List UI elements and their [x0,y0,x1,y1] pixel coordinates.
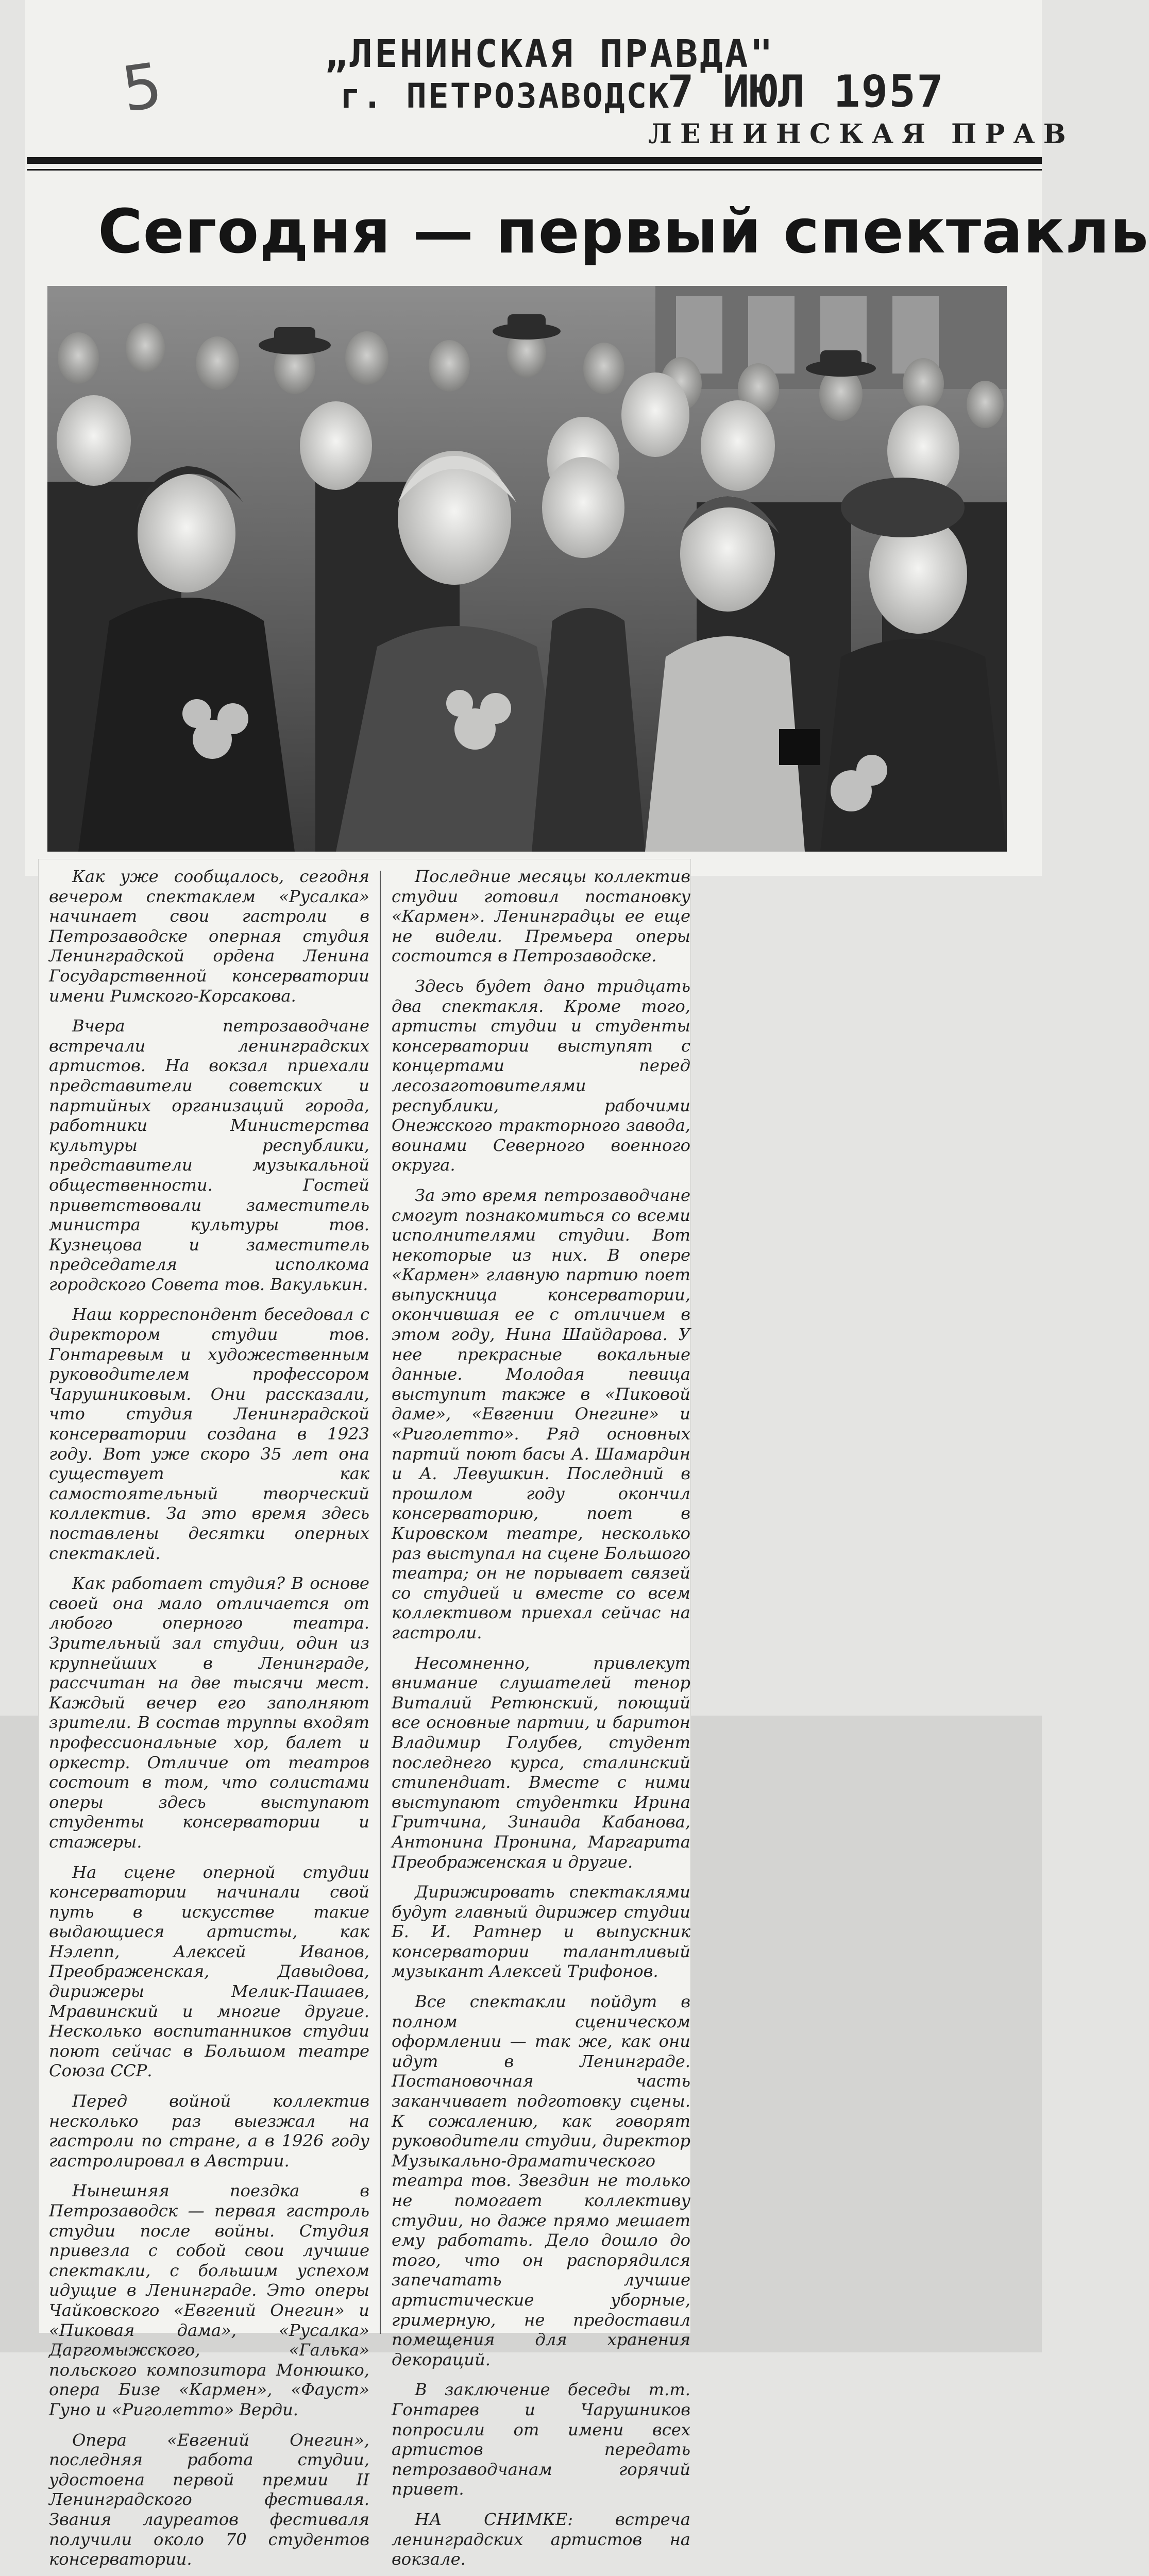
article-headline: Сегодня — первый спектакль [98,196,1149,267]
archive-stamp-newspaper: „ЛЕНИНСКАЯ ПРАВДА" [325,32,775,76]
article-paragraph: На сцене оперной студии консерватории начинали свой путь в искусстве такие выдающиеся артисты, как Нэлепп, Алексей Иванов, Преображенская, Давыдова, дирижеры Мелик-Пашаев, Мравинский и многие другие. Несколько воспитанников студии поют сейчас в Большом театре Союза ССР. [49,1862,369,2081]
article-column-right [392,867,690,2576]
article-paragraph: Все спектакли пойдут в полном сценическом оформлении — так же, как они идут в Ленинграде. Постановочная часть заканчивает подготовку сцены. К сожалению, как говорят руководители студии, директор Музыкально-драматического театра тов. Звездин не только не помогает коллективу студии, но даже прямо мешает ему работать. Дело дошло до того, что он распорядился запечатать лучшие артистические уборные, гримерную, не предоставил помещения для хранения декораций. [392,1992,690,2369]
article-paragraph: Дирижировать спектаклями будут главный дирижер студии Б. И. Ратнер и выпускник консерватории талантливый музыкант Алексей Трифонов. [392,1882,690,1981]
article-paragraph: Вчера петрозаводчане встречали ленинградских артистов. На вокзал приехали представители советских и партийных организаций города, работники Министерства культуры республики, представители музыкальной общественности. Гостей приветствовали заместитель министра культуры тов. Кузнецова и заместитель председателя исполкома городского Совета тов. Вакулькин. [49,1016,369,1294]
crowd-photo [47,286,1007,852]
article-paragraph: Здесь будет дано тридцать два спектакля. Кроме того, артисты студии и студенты консерватории выступят с концертами перед лесозаготовителями республики, рабочими Онежского тракторного завода, воинами Северного военного округа. [392,976,690,1175]
pencil-page-number: 5 [117,49,167,126]
article-paragraph: За это время петрозаводчане смогут познакомиться со всеми исполнителями студии. Вот некоторые из них. В опере «Кармен» главную партию поет выпускница консерватории, окончившая ее с отличием в этом году, Нина Шайдарова. У нее прекрасные вокальные данные. Молодая певица выступит также в «Пиковой даме», «Евгении Онегине» и «Риголетто». Ряд основных партий поют басы А. Шамардин и А. Левушкин. Последний в прошлом году окончил консерваторию, поет в Кировском театре, несколько раз выступал на сцене Большого театра; он не порывает связей со студией и вместе со всем коллективом приехал сейчас на гастроли. [392,1185,690,1642]
article-paragraph: Несомненно, привлекут внимание слушателей тенор Виталий Ретюнский, поющий все основные партии, и баритон Владимир Голубев, студент последнего курса, сталинский стипендиат. Вместе с ними выступают студентки Ирина Гритчина, Зинаида Кабанова, Антонина Пронина, Маргарита Преображенская и другие. [392,1653,690,1872]
article-paragraph: Последние месяцы коллектив студии готовил постановку «Кармен». Ленинградцы ее еще не видели. Премьера оперы состоится в Петрозаводске. [392,867,690,966]
article-paragraph: Как уже сообщалось, сегодня вечером спектаклем «Русалка» начинает свои гастроли в Петрозаводске оперная студия Ленинградской ордена Ленина Государственной консерватории имени Римского-Корсакова. [49,867,369,1006]
article-paragraph: Перед войной коллектив несколько раз выезжал на гастроли по стране, а в 1926 году гастролировал в Австрии. [49,2091,369,2171]
article-paragraph: Опера «Евгений Онегин», последняя работа студии, удостоена первой премии II Ленинградского фестиваля. Звания лауреатов фестиваля получили около 70 студентов консерватории. [49,2430,369,2569]
article-paragraph: В заключение беседы т.т. Гонтарев и Чарушников попросили от имени всех артистов передать петрозаводчанам горячий привет. [392,2380,690,2499]
archive-stamp-date: 7 ИЮЛ 1957 [667,66,944,117]
photo-caption: НА СНИМКЕ: встреча ленинградских артистов на вокзале. [392,2509,690,2569]
newspaper-running-title: ЛЕНИНСКАЯ ПРАВ [648,118,1074,150]
header-rule-thick [27,157,1042,164]
article-paragraph: Наш корреспондент беседовал с директором студии тов. Гонтаревым и художественным руководителем профессором Чарушниковым. Они рассказали, что студия Ленинградской консерватории создана в 1923 году. Вот уже скоро 35 лет она существует как самостоятельный творческий коллектив. За это время здесь поставлены десятки оперных спектаклей. [49,1304,369,1563]
header-rule-thin [27,169,1042,171]
article-paragraph: Как работает студия? В основе своей она мало отличается от любого оперного театра. Зрительный зал студии, один из крупнейших в Ленинграде, рассчитан на две тысячи мест. Каждый вечер его заполняют зрители. В состав труппы входят профессиональные хор, балет и оркестр. Отличие от театров состоит в том, что солистами оперы здесь выступают студенты консерватории и стажеры. [49,1573,369,1852]
article-column-left [49,867,369,2576]
crowd-photo-drawing [47,286,1007,852]
archive-stamp-city: г. ПЕТРОЗАВОДСК [340,76,671,116]
article-paragraph: Нынешняя поездка в Петрозаводск — первая гастроль студии после войны. Студия привезла с собой свои лучшие спектакли, с большим успехом идущие в Ленинграде. Это оперы Чайковского «Евгений Онегин» и «Пиковая дама», «Русалка» Даргомыжского, «Галька» польского композитора Монюшко, опера Бизе «Кармен», «Фауст» Гуно и «Риголетто» Верди. [49,2181,369,2419]
column-divider [380,871,381,2334]
